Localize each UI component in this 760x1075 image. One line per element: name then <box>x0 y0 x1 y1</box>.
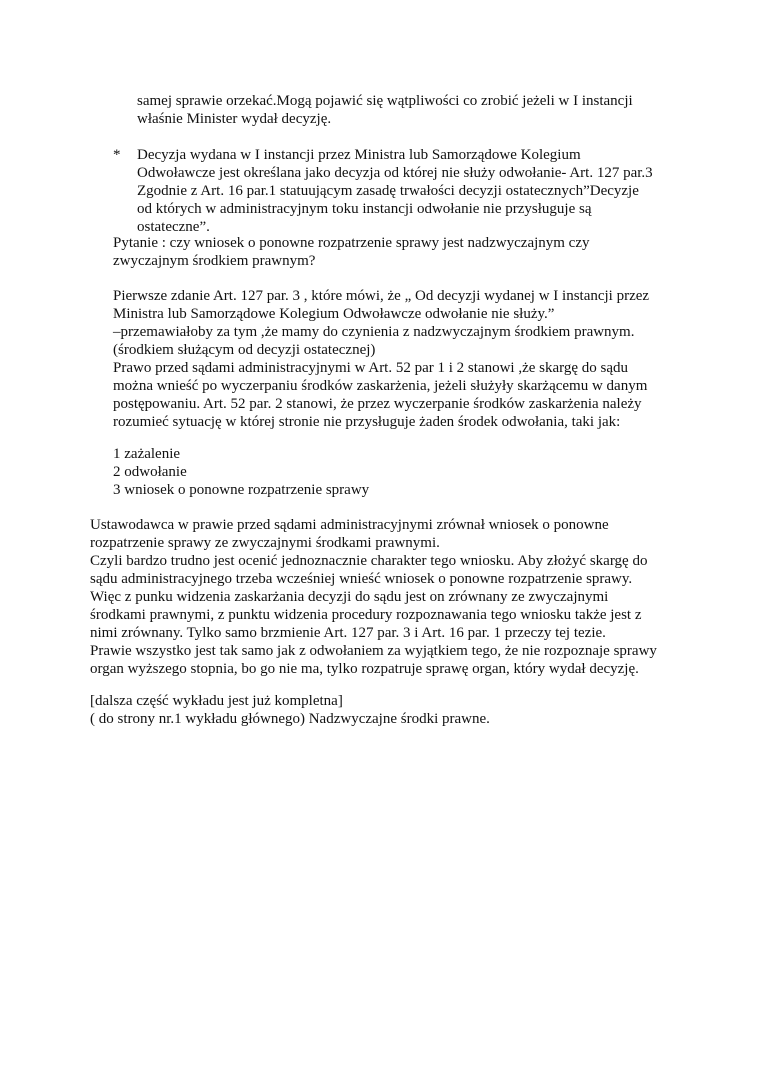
text-line: rozumieć sytuację w której stronie nie przysługuje żaden środek odwołania, taki jak: <box>113 414 621 430</box>
text-line: można wnieść po wyczerpaniu środków zaskarżenia, jeżeli służyły skarżącemu w danym <box>113 378 648 394</box>
text-line: Pierwsze zdanie Art. 127 par. 3 , które mówi, że „ Od decyzji wydanej w I instancji przez <box>113 288 650 304</box>
text-line: [dalsza część wykładu jest już kompletna] <box>90 693 343 709</box>
text-line: organ wyższego stopnia, bo go nie ma, tylko rozpatruje sprawę organ, który wydał decyzję. <box>90 661 639 677</box>
text-line: Ministra lub Samorządowe Kolegium Odwoławcze odwołanie nie służy.” <box>113 306 555 322</box>
text-line: sądu administracyjnego trzeba wcześniej wnieść wniosek o ponowne rozpatrzenie sprawy. <box>90 571 633 587</box>
list-item: 3 wniosek o ponowne rozpatrzenie sprawy <box>113 482 370 498</box>
text-line: Zgodnie z Art. 16 par.1 statuującym zasadę trwałości decyzji ostatecznych”Decyzje <box>137 183 639 199</box>
text-line: Prawie wszystko jest tak samo jak z odwołaniem za wyjątkiem tego, że nie rozpoznaje sprawy <box>90 643 657 659</box>
text-line: nimi zrównany. Tylko samo brzmienie Art. 127 par. 3 i Art. 16 par. 1 przeczy tej tezie. <box>90 625 606 641</box>
text-line: zwyczajnym środkiem prawnym? <box>113 253 316 269</box>
text-line: –przemawiałoby za tym ,że mamy do czynienia z nadzwyczajnym środkiem prawnym. <box>113 324 635 340</box>
list-item: 1 zażalenie <box>113 446 181 462</box>
text-line: samej sprawie orzekać.Mogą pojawić się wątpliwości co zrobić jeżeli w I instancji <box>137 93 633 109</box>
text-line: środkami prawnymi, z punktu widzenia procedury rozpoznawania tego wniosku także jest z <box>90 607 642 623</box>
text-line: Czyli bardzo trudno jest ocenić jednoznacznie charakter tego wniosku. Aby złożyć skargę do <box>90 553 648 569</box>
text-line: od których w administracyjnym toku instancji odwołanie nie przysługuje są <box>137 201 592 217</box>
text-line: (środkiem służącym od decyzji ostatecznej) <box>113 342 376 358</box>
text-line: ( do strony nr.1 wykładu głównego) Nadzwyczajne środki prawne. <box>90 711 490 727</box>
text-line: Więc z punku widzenia zaskarżania decyzji do sądu jest on zrównany ze zwyczajnymi <box>90 589 609 605</box>
text-line: Ustawodawca w prawie przed sądami administracyjnymi zrównał wniosek o ponowne <box>90 517 609 533</box>
text-line: Odwoławcze jest określana jako decyzja od której nie służy odwołanie- Art. 127 par.3 <box>137 165 653 181</box>
text-line: rozpatrzenie sprawy ze zwyczajnymi środkami prawnymi. <box>90 535 440 551</box>
text-line: postępowaniu. Art. 52 par. 2 stanowi, że przez wyczerpanie środków zaskarżenia należy <box>113 396 642 412</box>
bullet-marker: * <box>113 147 121 163</box>
text-line: Pytanie : czy wniosek o ponowne rozpatrzenie sprawy jest nadzwyczajnym czy <box>113 235 590 251</box>
text-line: właśnie Minister wydał decyzję. <box>137 111 332 127</box>
text-line: Prawo przed sądami administracyjnymi w Art. 52 par 1 i 2 stanowi ,że skargę do sądu <box>113 360 629 376</box>
text-line: Decyzja wydana w I instancji przez Ministra lub Samorządowe Kolegium <box>137 147 581 163</box>
list-item: 2 odwołanie <box>113 464 187 480</box>
text-line: ostateczne”. <box>137 219 210 235</box>
